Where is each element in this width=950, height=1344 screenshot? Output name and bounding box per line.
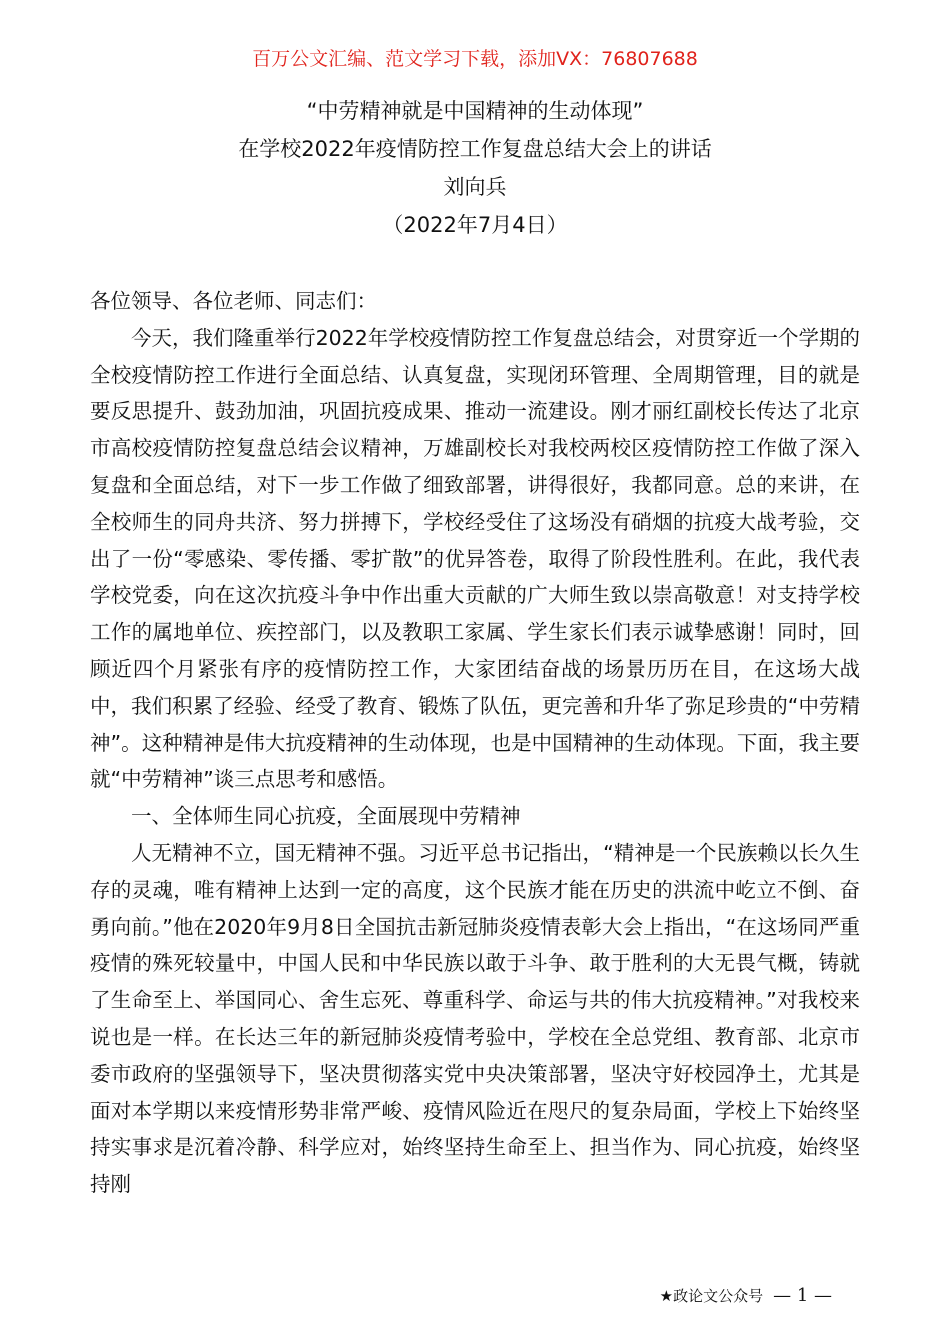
paragraph: 今天，我们隆重举行2022年学校疫情防控工作复盘总结会，对贯穿近一个学期的全校疫情防控工作进行全面总结、认真复盘，实现闭环管理、全周期管理，目的就是要反思提升、鼓劲加油，巩固抗疫成果、推动一流建设。刚才丽红副校长传达了北京市高校疫情防控复盘总结会议精神，万雄副校长对我校两校区疫情防控工作做了深入复盘和全面总结，对下一步工作做了细致部署，讲得很好，我都同意。总的来讲，在全校师生的同舟共济、努力拼搏下，学校经受住了这场没有硝烟的抗疫大战考验，交出了一份“零感染、零传播、零扩散”的优异答卷，取得了阶段性胜利。在此，我代表学校党委，向在这次抗疫斗争中作出重大贡献的广大师生致以崇高敬意！对支持学校工作的属地单位、疾控部门，以及教职工家属、学生家长们表示诚挚感谢！同时，回顾近四个月紧张有序的疫情防控工作，大家团结奋战的场景历历在目，在这场大战中，我们积累了经验、经受了教育、锻炼了队伍，更完善和升华了弥足珍贵的“中劳精神”。这种精神是伟大抗疫精神的生动体现，也是中国精神的生动体现。下面，我主要就“中劳精神”谈三点思考和感悟。 (90, 325, 860, 792)
salutation: 各位领导、各位老师、同志们： (90, 289, 377, 313)
page-footer (660, 1284, 832, 1308)
speech-date: （2022年7月4日） (382, 213, 568, 237)
page-number: — 1 — (773, 1285, 832, 1306)
banner-text: 百万公文汇编、范文学习下载，添加VX：76807688 (252, 48, 698, 70)
document-body (90, 283, 860, 1203)
speech-quote-title: “中劳精神就是中国精神的生动体现” (306, 99, 644, 123)
footer-source: ★政论文公众号 (659, 1287, 764, 1305)
section-heading: 一、全体师生同心抗疫，全面展现中劳精神 (131, 804, 521, 829)
title-block (0, 92, 950, 244)
speech-author: 刘向兵 (443, 175, 507, 199)
speech-subtitle: 在学校2022年疫情防控工作复盘总结大会上的讲话 (238, 137, 712, 161)
paragraph: 人无精神不立，国无精神不强。习近平总书记指出，“精神是一个民族赖以长久生存的灵魂，唯有精神上达到一定的高度，这个民族才能在历史的洪流中屹立不倒、奋勇向前。”他在2020年9月8日全国抗击新冠肺炎疫情表彰大会上指出，“在这场同严重疫情的殊死较量中，中国人民和中华民族以敢于斗争、敢于胜利的大无畏气概，铸就了生命至上、举国同心、舍生忘死、尊重科学、命运与共的伟大抗疫精神。”对我校来说也是一样。在长达三年的新冠肺炎疫情考验中，学校在全总党组、教育部、北京市委市政府的坚强领导下，坚决贯彻落实党中央决策部署，坚决守好校园净土，尤其是面对本学期以来疫情形势非常严峻、疫情风险近在咫尺的复杂局面，学校上下始终坚持实事求是沉着冷静、科学应对，始终坚持生命至上、担当作为、同心抗疫，始终坚持刚 (90, 840, 860, 1197)
